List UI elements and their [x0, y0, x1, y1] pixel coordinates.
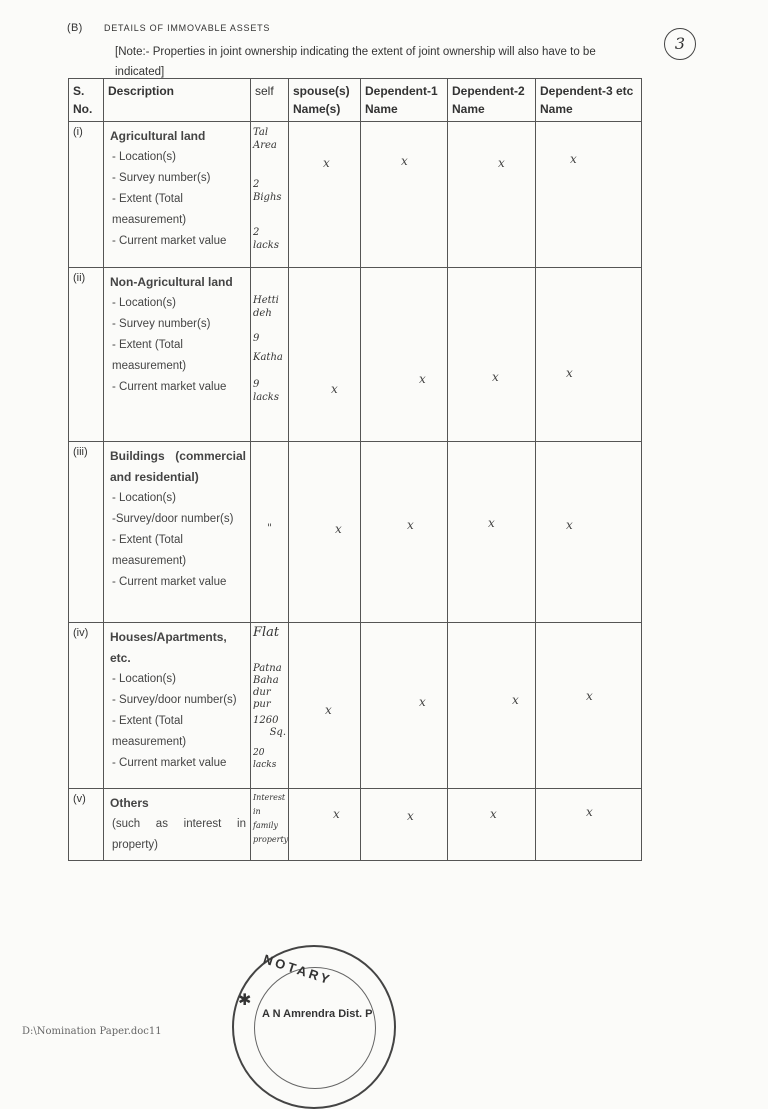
row-item: - Current market value [112, 235, 227, 247]
self-entry [251, 442, 289, 623]
nil-mark: x [498, 156, 505, 170]
header-self: self [251, 79, 289, 122]
section-title: DETAILS OF IMMOVABLE ASSETS [103, 23, 271, 33]
handwritten-text: 9 [253, 333, 260, 344]
table-row [69, 789, 642, 861]
nil-mark: x [333, 807, 340, 821]
header-description: Description [104, 79, 251, 122]
header-sno: S. No. [69, 79, 104, 122]
nil-mark: x [323, 156, 330, 170]
handwritten-text: deh [253, 308, 272, 319]
dependent-2-entry [448, 789, 536, 861]
row-sno: (i) [69, 122, 104, 268]
dependent-2-entry [448, 442, 536, 623]
self-entry [251, 268, 289, 442]
header-dependent-3: Dependent-3 etc Name [536, 79, 642, 122]
nil-mark: x [407, 809, 414, 823]
nil-mark: x [490, 807, 497, 821]
row-item: - Current market value [112, 757, 227, 769]
handwritten-text: pur [253, 699, 271, 710]
row-sno: (ii) [69, 268, 104, 442]
table-row [69, 268, 642, 442]
nil-mark: x [512, 693, 519, 707]
row-heading: Buildings (commercial and residential) [110, 449, 246, 484]
table-header-row [69, 79, 642, 122]
row-sno: (v) [69, 789, 104, 861]
nil-mark: x [566, 366, 573, 380]
table-row [69, 442, 642, 623]
spouse-entry [289, 789, 361, 861]
handwritten-text: Sq. [269, 727, 286, 738]
row-item: - Survey/door number(s) [112, 694, 237, 706]
dependent-1-entry [361, 122, 448, 268]
nil-mark: x [492, 370, 499, 384]
handwritten-text: 9 [253, 379, 260, 390]
stamp-name-text [262, 1008, 372, 1020]
row-description [104, 122, 251, 268]
row-sno: (iii) [69, 442, 104, 623]
dependent-1-entry [361, 442, 448, 623]
dependent-3-entry [536, 442, 642, 623]
handwritten-text: Area [253, 140, 277, 151]
table-row [69, 122, 642, 268]
nil-mark: x [586, 805, 593, 819]
page-number: 3 [664, 28, 696, 60]
handwritten-text: 20 lacks [253, 748, 277, 770]
spouse-entry [289, 623, 361, 789]
dependent-2-entry [448, 623, 536, 789]
nil-mark: x [401, 154, 408, 168]
row-heading: Non-Agricultural land [110, 275, 233, 289]
handwritten-text: 1260 [253, 715, 279, 726]
nil-mark: x [419, 372, 426, 386]
handwritten-text: 2 [253, 179, 260, 190]
section-heading [67, 22, 270, 34]
dependent-2-entry [448, 268, 536, 442]
row-item: - Location(s) [112, 297, 176, 309]
immovable-assets-table [68, 78, 642, 861]
handwritten-text: 2 lacks [253, 227, 279, 251]
table-row [69, 623, 642, 789]
dependent-3-entry [536, 268, 642, 442]
stamp-sub: Dist. P [338, 1008, 373, 1020]
handwritten-text: Tal [253, 127, 269, 138]
nil-mark: x [335, 522, 342, 536]
row-sno: (iv) [69, 623, 104, 789]
handwritten-text: " [267, 523, 272, 534]
dependent-1-entry [361, 789, 448, 861]
row-item: - Extent (Total measurement) [112, 339, 187, 372]
joint-ownership-note: [Note:- Properties in joint ownership indicating the extent of joint ownership will also have to be indicated] [115, 46, 596, 78]
self-entry [251, 623, 289, 789]
row-item: -Survey/door number(s) [112, 513, 234, 525]
handwritten-text: property [253, 835, 289, 844]
spouse-entry [289, 268, 361, 442]
nil-mark: x [488, 516, 495, 530]
row-item: - Location(s) [112, 151, 176, 163]
row-item: - Location(s) [112, 492, 176, 504]
handwritten-text: Baha [253, 675, 279, 686]
row-item: - Extent (Total measurement) [112, 715, 187, 748]
nil-mark: x [586, 689, 593, 703]
row-item: - Current market value [112, 381, 227, 393]
self-entry [251, 789, 289, 861]
row-description [104, 789, 251, 861]
dependent-3-entry [536, 789, 642, 861]
row-item: - Location(s) [112, 673, 176, 685]
spouse-entry [289, 122, 361, 268]
handwritten-text: dur [253, 687, 271, 698]
nil-mark: x [570, 152, 577, 166]
dependent-3-entry [536, 623, 642, 789]
stamp-name: A N Amrendra [262, 1008, 336, 1020]
row-description [104, 268, 251, 442]
nil-mark: x [566, 518, 573, 532]
dependent-1-entry [361, 623, 448, 789]
row-heading: Others [110, 796, 149, 810]
dependent-1-entry [361, 268, 448, 442]
handwritten-text: lacks [253, 392, 279, 403]
header-spouse: spouse(s) Name(s) [289, 79, 361, 122]
row-item: - Current market value [112, 576, 227, 588]
self-entry [251, 122, 289, 268]
section-marker: (B) [67, 22, 83, 34]
nil-mark: x [325, 703, 332, 717]
stamp-notary-text: NOTARY [261, 951, 335, 988]
row-item: - Survey number(s) [112, 172, 211, 184]
dependent-2-entry [448, 122, 536, 268]
handwritten-text: Interest [253, 793, 286, 802]
row-item: - Extent (Total measurement) [112, 193, 187, 226]
header-dependent-2: Dependent-2 Name [448, 79, 536, 122]
header-dependent-1: Dependent-1 Name [361, 79, 448, 122]
row-item: - Extent (Total measurement) [112, 534, 187, 567]
handwritten-text: Hetti [253, 295, 279, 306]
spouse-entry [289, 442, 361, 623]
row-heading: Houses/Apartments, etc. [110, 630, 227, 665]
row-heading: Agricultural land [110, 129, 206, 143]
stamp-inner-ring [254, 967, 376, 1089]
handwritten-text: in [253, 807, 261, 816]
handwritten-text: Flat [253, 625, 280, 640]
nil-mark: x [331, 382, 338, 396]
row-description [104, 442, 251, 623]
handwritten-text: family [253, 821, 278, 830]
stamp-star-icon: ✱ [238, 992, 252, 1009]
file-path-footer: D:\Nomination Paper.doc11 [22, 1026, 162, 1037]
row-item: - Survey number(s) [112, 318, 211, 330]
handwritten-text: Patna [253, 663, 282, 674]
nil-mark: x [407, 518, 414, 532]
dependent-3-entry [536, 122, 642, 268]
handwritten-text: Bighs [253, 192, 282, 203]
row-description [104, 623, 251, 789]
row-item: (such as interest in property) [112, 818, 246, 851]
handwritten-text: Katha [253, 352, 283, 363]
nil-mark: x [419, 695, 426, 709]
